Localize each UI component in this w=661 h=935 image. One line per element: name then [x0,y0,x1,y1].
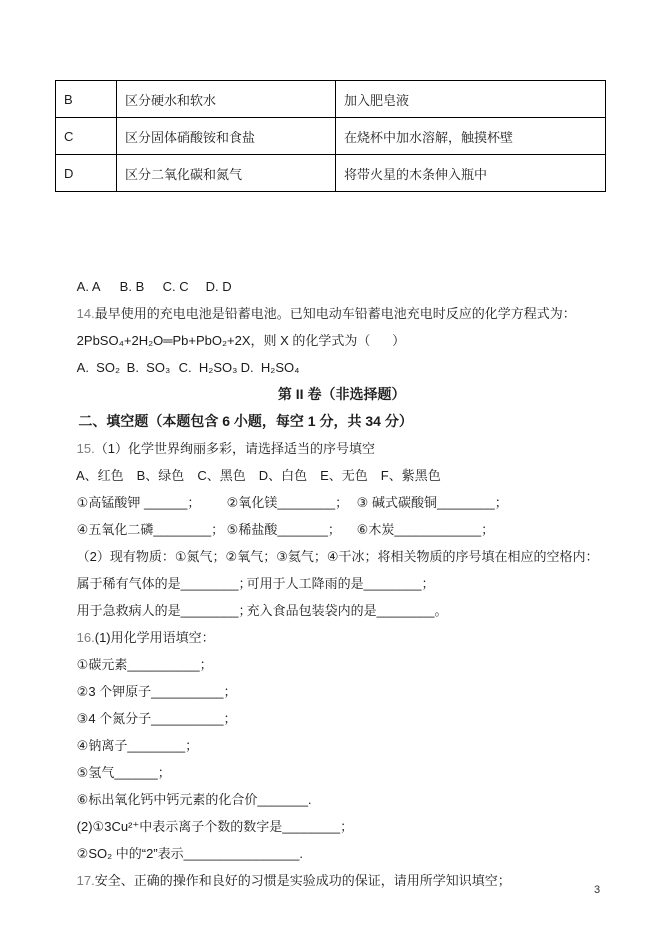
q14-chemical-equation: 2PbSO₄+2H₂O═Pb+PbO₂+2X，则 X 的化学式为（ ） [76,333,406,348]
q15-part1-prompt-text: （1）化学世界绚丽多彩，请选择适当的序号填空 [94,441,375,456]
task-cell: 区分固体硝酸铵和食盐 [117,118,336,155]
q16-item-4-text: ④钠离子________； [76,738,199,753]
task-cell: 区分硬水和软水 [117,81,336,118]
method-cell: 在烧杯中加水溶解，触摸杯壁 [336,118,606,155]
q13-option-c: C. C [162,279,189,294]
q13-answer-options [55,246,605,294]
q14-option-c: C. H₂SO₃ [178,360,238,375]
table-row-d [56,155,606,192]
section2-heading-text: 二、填空题（本题包含 6 小题，每空 1 分，共 34 分） [78,413,413,429]
color-option-e: E、无色 [320,468,368,483]
option-letter-cell: D [56,155,117,192]
q16-item-1-text: ①碳元素__________； [76,657,213,672]
q16-item-2-text: ②3 个钾原子__________； [76,684,237,699]
q15-blank-item-4: ④五氧化二磷________； [76,522,225,537]
q13-option-a: A. A [76,279,101,294]
color-option-b: B、绿色 [136,468,185,483]
q15-blank-item-3: ③ 碱式碳酸铜________； [356,495,508,510]
color-option-c: C、黑色 [197,468,246,483]
q15-first-aid-blank: 用于急救病人的是________； [76,603,252,618]
option-letter-cell: C [56,118,117,155]
q16-item-6-text: ⑥标出氧化钙中钙元素的化合价_______. [76,792,312,807]
distinguish-methods-table [55,80,606,192]
q14-number: 14. [76,306,95,321]
q17-number: 17. [76,873,95,888]
task-cell: 区分二氧化碳和氮气 [117,155,336,192]
q15-blank-item-6: ⑥木炭____________； [356,522,495,537]
page-number: 3 [594,884,601,896]
method-cell: 将带火星的木条伸入瓶中 [336,155,606,192]
q14-option-a: A. SO₂ [76,360,121,375]
q16-item-5-text: ⑤氢气______； [76,765,171,780]
q17-stem-text: 安全、正确的操作和良好的习惯是实验成功的保证，请用所学知识填空； [94,873,511,888]
q15-rainmaking-blank: 可用于人工降雨的是________； [246,576,435,591]
method-cell: 加入肥皂液 [336,81,606,118]
q15-noble-gas-blank: 属于稀有气体的是________； [76,576,252,591]
q13-option-b: B. B [119,279,145,294]
q16-part2-item-2-text: ②SO₂ 中的“2”表示________________. [76,846,303,861]
q16-number: 16. [76,630,95,645]
q15-blank-item-5: ⑤稀盐酸_______； [226,522,341,537]
q15-blank-item-1: ①高锰酸钾 ______； [76,495,201,510]
q14-option-d: D. H₂SO₄ [240,360,300,375]
color-option-a: A、红色 [75,468,124,483]
q16-part1-prompt-text: (1)用化学用语填空： [94,630,215,645]
q16-part2-item-1-text: (2)①3Cu²⁺中表示离子个数的数字是________； [76,819,354,834]
table-row-b [56,81,606,118]
q15-part2-prompt-text: （2）现有物质：①氮气；②氧气；③氦气；④干冰；将相关物质的序号填在相应的空格内： [76,549,599,564]
part2-title-text: 第 II 卷（非选择题） [277,386,406,402]
q15-blank-item-2: ②氧化镁________； [226,495,349,510]
q14-stem-text: 最早使用的充电电池是铅蓄电池。已知电动车铅蓄电池充电时反应的化学方程式为： [94,306,576,321]
option-letter-cell: B [56,81,117,118]
q15-number: 15. [76,441,95,456]
color-option-f: F、紫黑色 [380,468,441,483]
table-row-c [56,118,606,155]
color-option-d: D、白色 [258,468,308,483]
q16-item-3-text: ③4 个氮分子__________； [76,711,237,726]
q15-food-package-blank: 充入食品包装袋内的是________。 [246,603,448,618]
q14-option-b: B. SO₃ [126,360,171,375]
q13-option-d: D. D [205,279,232,294]
